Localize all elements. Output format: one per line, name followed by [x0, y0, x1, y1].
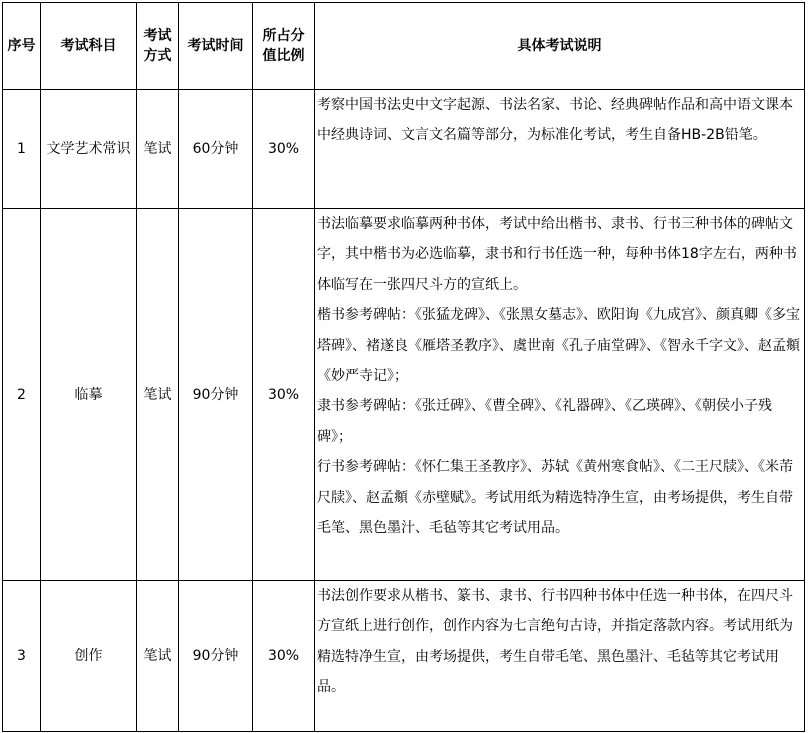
cell-desc — [315, 90, 805, 209]
desc-paragraph: 楷书参考碑帖：《张猛龙碑》、《张黑女墓志》、欧阳询《九成宫》、颜真卿《多宝塔碑》、褚遂良《雁塔圣教序》、虞世南《孔子庙堂碑》、《智永千字文》、赵孟頫《妙严寺记》； — [317, 307, 800, 385]
cell-time: 90分钟 — [179, 209, 253, 581]
header-method-line1: 考试 — [143, 28, 172, 44]
header-method-line2: 方式 — [143, 48, 172, 64]
header-time: 考试时间 — [179, 3, 253, 90]
cell-ratio: 30% — [253, 581, 315, 732]
cell-desc — [315, 581, 805, 732]
header-row — [3, 3, 805, 90]
header-ratio-line2: 值比例 — [262, 48, 305, 64]
cell-method: 笔试 — [137, 90, 179, 209]
cell-seq: 2 — [3, 209, 41, 581]
header-ratio — [253, 3, 315, 90]
table-row — [3, 581, 805, 732]
desc-paragraph: 书法创作要求从楷书、篆书、隶书、行书四种书体中任选一种书体，在四尺斗方宣纸上进行创作，创作内容为七言绝句古诗，并指定落款内容。考试用纸为精选特净生宣，由考场提供，考生自带毛笔、黑色墨汁、毛毡等其它考试用品。 — [317, 588, 793, 696]
desc-paragraph: 考察中国书法史中文字起源、书法名家、书论、经典碑帖作品和高中语文课本中经典诗词、文言文名篇等部分，为标准化考试，考生自备HB-2B铅笔。 — [317, 97, 793, 144]
header-seq: 序号 — [3, 3, 41, 90]
cell-ratio: 30% — [253, 90, 315, 209]
cell-seq: 3 — [3, 581, 41, 732]
table-row — [3, 209, 805, 581]
table-row — [3, 90, 805, 209]
cell-desc — [315, 209, 805, 581]
desc-paragraph: 书法临摹要求临摹两种书体，考试中给出楷书、隶书、行书三种书体的碑帖文字，其中楷书为必选临摹，隶书和行书任选一种，每种书体18字左右，两种书体临写在一张四尺斗方的宣纸上。 — [317, 216, 797, 293]
cell-method: 笔试 — [137, 209, 179, 581]
cell-subject: 创作 — [41, 581, 137, 732]
header-desc: 具体考试说明 — [315, 3, 805, 90]
cell-time: 90分钟 — [179, 581, 253, 732]
header-ratio-line1: 所占分 — [262, 28, 305, 44]
desc-paragraph: 隶书参考碑帖：《张迁碑》、《曹全碑》、《礼器碑》、《乙瑛碑》、《朝侯小子残碑》； — [317, 398, 772, 445]
desc-paragraph: 行书参考碑帖：《怀仁集王圣教序》、苏轼《黄州寒食帖》、《二王尺牍》、《米芾尺牍》、赵孟頫《赤壁赋》。考试用纸为精选特净生宣，由考场提供，考生自带毛笔、黑色墨汁、毛毡等其它考试用品。 — [317, 459, 793, 537]
cell-ratio: 30% — [253, 209, 315, 581]
header-method — [137, 3, 179, 90]
exam-table — [2, 2, 805, 732]
cell-method: 笔试 — [137, 581, 179, 732]
cell-subject: 临摹 — [41, 209, 137, 581]
cell-subject: 文学艺术常识 — [41, 90, 137, 209]
cell-seq: 1 — [3, 90, 41, 209]
cell-time: 60分钟 — [179, 90, 253, 209]
header-subject: 考试科目 — [41, 3, 137, 90]
